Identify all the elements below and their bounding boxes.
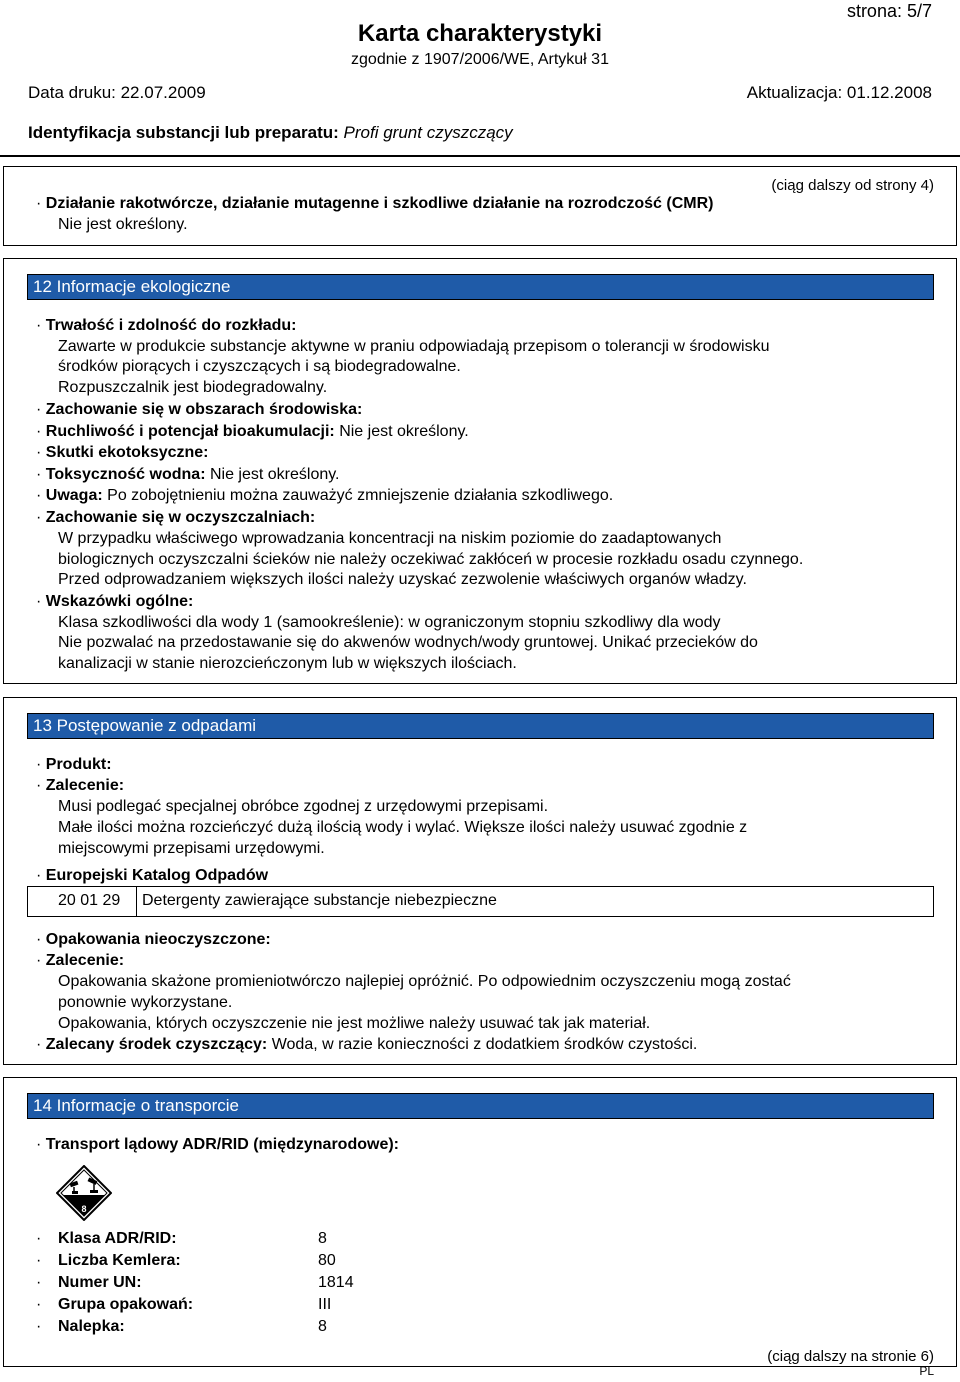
recommendation-item: · Zalecenie: [36, 777, 125, 794]
cleaning-item: · Zalecany środek czyszczący: Woda, w razie konieczności z dodatkiem środków czystości. [36, 1036, 698, 1053]
land-transport-label: Transport lądowy ADR/RID (międzynarodowe): [45, 1136, 399, 1153]
environment-item: · Zachowanie się w obszarach środowiska: [36, 401, 363, 418]
nalepka-dot: · [36, 1318, 42, 1335]
persistence-item: · Trwałość i zdolność do rozkładu: [36, 317, 297, 334]
general-text-2: Nie pozwalać na przedostawanie się do akwenów wodnych/wody gruntowej. Unikać przecieków do [58, 634, 758, 651]
ecotox-label: Skutki ekotoksyczne: [45, 444, 209, 461]
cmr-label: Działanie rakotwórcze, działanie mutagenne i szkodliwe działanie na rozrodczość (CMR) [45, 195, 714, 212]
sewage-item: · Zachowanie się w oczyszczalniach: [36, 509, 316, 526]
rec-text-1: Musi podlegać specjalnej obróbce zgodnej z urzędowymi przepisami. [58, 798, 549, 815]
aquatic-item: · Toksyczność wodna: Nie jest określony. [36, 466, 340, 483]
pack-text-2: ponownie wykorzystane. [58, 994, 233, 1011]
group-label: Grupa opakowań: [58, 1296, 194, 1313]
ewc-divider [136, 887, 137, 916]
note-label: Uwaga: [45, 487, 103, 504]
group-value: III [318, 1296, 332, 1313]
packaging-item: · Opakowania nieoczyszczone: [36, 931, 271, 948]
ecotox-item: · Skutki ekotoksyczne: [36, 444, 209, 461]
general-item: · Wskazówki ogólne: [36, 593, 194, 610]
cleaning-value: Woda, w razie konieczności z dodatkiem środków czystości. [271, 1036, 698, 1053]
kemler-dot: · [36, 1252, 42, 1269]
rec-text-3: miejscowymi przepisami urzędowymi. [58, 840, 325, 857]
general-text-1: Klasa szkodliwości dla wody 1 (samookreślenie): w ograniczonym stopniu szkodliwy dla wody [58, 614, 721, 631]
sewage-label: Zachowanie się w oczyszczalniach: [45, 509, 316, 526]
ewc-code: 20 01 29 [58, 892, 121, 909]
cleaning-label: Zalecany środek czyszczący: [45, 1036, 268, 1053]
nalepka-value: 8 [318, 1318, 327, 1335]
pack-text-1: Opakowania skażone promieniotwórczo najlepiej opróżnić. Po odpowiednim oczyszczeniu mogą zostać [58, 973, 791, 990]
un-label: Numer UN: [58, 1274, 142, 1291]
group-dot: · [36, 1296, 42, 1313]
mobility-label: Ruchliwość i potencjał bioakumulacji: [45, 423, 335, 440]
product-name: Profi grunt czyszczący [343, 123, 513, 142]
section-14-title: 14 Informacje o transporcie [27, 1093, 934, 1119]
environment-label: Zachowanie się w obszarach środowiska: [45, 401, 363, 418]
section-14-box [3, 1077, 957, 1367]
kemler-value: 80 [318, 1252, 336, 1269]
pack-text-3: Opakowania, których oczyszczenie nie jest możliwe należy usuwać tak jak materiał. [58, 1015, 651, 1032]
identification-label: Identyfikacja substancji lub preparatu: [28, 123, 339, 142]
packaging-label: Opakowania nieoczyszczone: [45, 931, 271, 948]
recommendation-label: Zalecenie: [45, 777, 125, 794]
un-dot: · [36, 1274, 42, 1291]
section-13-title: 13 Postępowanie z odpadami [27, 713, 934, 739]
sewage-text-2: biologicznych oczyszczalni ścieków nie należy oczekiwać zakłóceń w procesie rozkładu osadu czynnego. [58, 551, 804, 568]
page-number: strona: 5/7 [846, 1, 932, 21]
rec-text-2: Małe ilości można rozcieńczyć dużą ilością wody i wylać. Większe ilości należy usuwać zgodnie z [58, 819, 748, 836]
mobility-value: Nie jest określony. [339, 423, 469, 440]
un-value: 1814 [318, 1274, 354, 1291]
aquatic-label: Toksyczność wodna: [45, 466, 206, 483]
ewc-description: Detergenty zawierające substancje niebezpieczne [142, 892, 497, 909]
class-label: Klasa ADR/RID: [58, 1230, 177, 1247]
note-value: Po zobojętnieniu można zauważyć zmniejszenie działania szkodliwego. [107, 487, 614, 504]
language-code: PL [919, 1364, 934, 1378]
sewage-text-1: W przypadku właściwego wprowadzania koncentracji na niskim poziomie do zaadaptowanych [58, 530, 722, 547]
note-item: · Uwaga: Po zobojętnieniu można zauważyć zmniejszenie działania szkodliwego. [36, 487, 614, 504]
mobility-item: · Ruchliwość i potencjał bioakumulacji: Nie jest określony. [36, 423, 469, 440]
persistence-label: Trwałość i zdolność do rozkładu: [45, 317, 297, 334]
class-dot: · [36, 1230, 42, 1247]
substance-identification [28, 123, 513, 143]
general-text-3: kanalizacji w stanie nierozcieńczonym lub w większych ilościach. [58, 655, 517, 672]
print-date: Data druku: 22.07.2009 [28, 83, 206, 102]
cmr-item: · Działanie rakotwórcze, działanie mutagenne i szkodliwe działanie na rozrodczość (CMR) [36, 195, 714, 212]
recommendation2-item: · Zalecenie: [36, 952, 125, 969]
product-item: · Produkt: [36, 756, 112, 773]
document-title: Karta charakterystyki [357, 20, 603, 47]
persistence-text-1: Zawarte w produkcie substancje aktywne w praniu odpowiadają przepisom o tolerancji w środowisku [58, 338, 770, 355]
document-subtitle: zgodnie z 1907/2006/WE, Artykuł 31 [351, 51, 609, 68]
svg-text:8: 8 [81, 1204, 87, 1214]
general-label: Wskazówki ogólne: [45, 593, 194, 610]
continued-to-note: (ciąg dalszy na stronie 6) [767, 1348, 934, 1365]
land-transport-item: · Transport lądowy ADR/RID (międzynarodowe): [36, 1136, 399, 1153]
aquatic-value: Nie jest określony. [209, 466, 340, 483]
persistence-text-3: Rozpuszczalnik jest biodegradowalny. [58, 379, 328, 396]
ewc-table [27, 886, 934, 917]
class-value: 8 [318, 1230, 327, 1247]
ewc-item: · Europejski Katalog Odpadów [36, 867, 269, 884]
ewc-label: Europejski Katalog Odpadów [45, 867, 269, 884]
header-divider [0, 155, 960, 157]
persistence-text-2: środków piorących i czyszczących i są biodegradowalne. [58, 358, 461, 375]
corrosive-hazard-icon [56, 1165, 112, 1221]
update-date: Aktualizacja: 01.12.2008 [746, 83, 932, 102]
sewage-text-3: Przed odprowadzaniem większych ilości należy uzyskać zezwolenie właściwych organów władzy. [58, 571, 747, 588]
recommendation2-label: Zalecenie: [45, 952, 125, 969]
continued-from-note: (ciąg dalszy od strony 4) [771, 177, 934, 194]
kemler-label: Liczba Kemlera: [58, 1252, 181, 1269]
cmr-value: Nie jest określony. [58, 216, 188, 233]
nalepka-label: Nalepka: [58, 1318, 125, 1335]
product-label: Produkt: [45, 756, 112, 773]
section-12-title: 12 Informacje ekologiczne [27, 274, 934, 300]
